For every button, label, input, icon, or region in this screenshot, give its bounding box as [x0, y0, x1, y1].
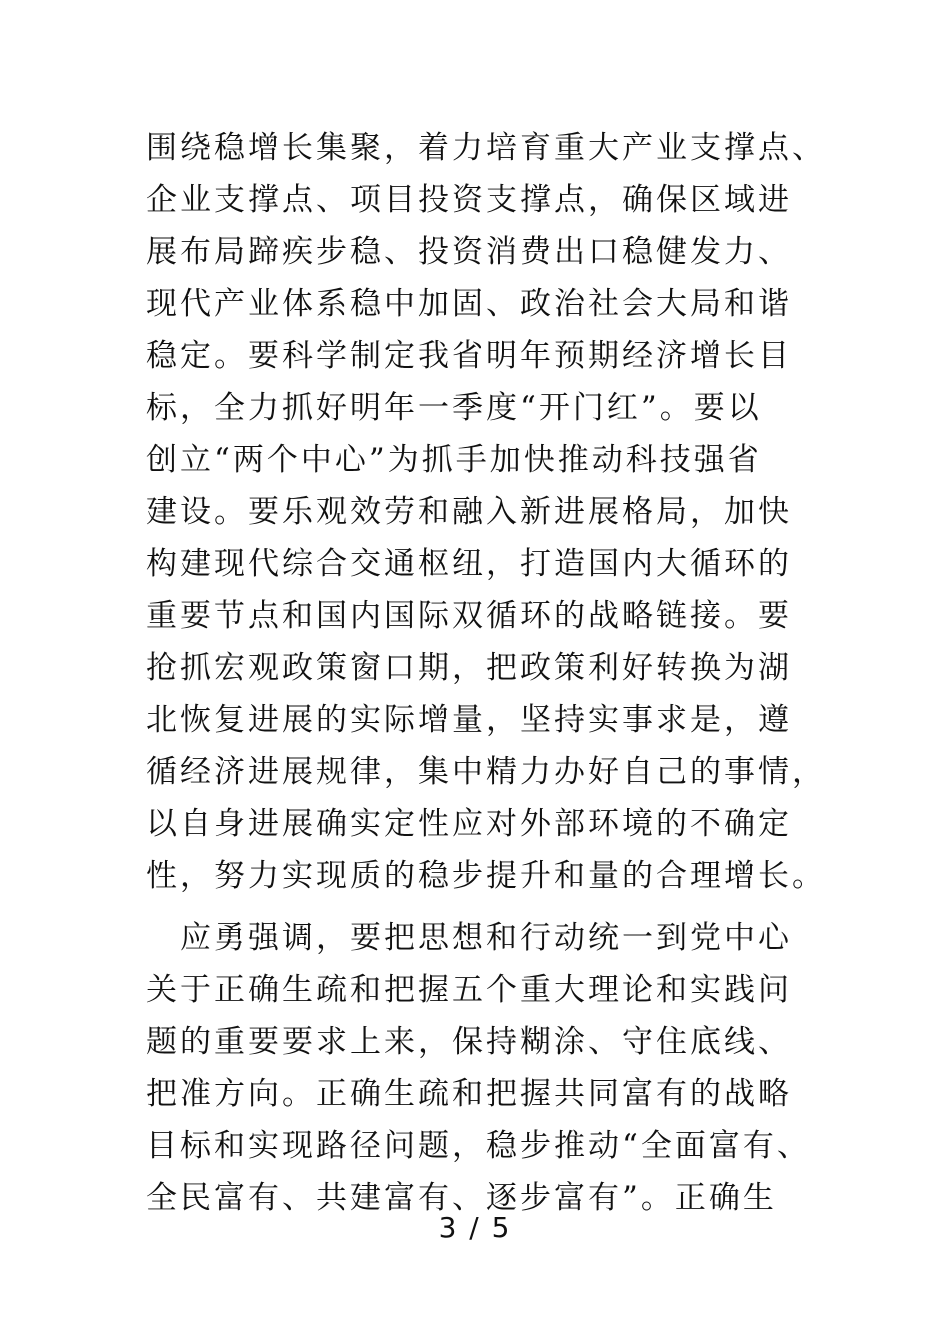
text-line: 企业支撑点、项目投资支撑点，确保区域进: [146, 182, 792, 218]
text-line: 创立“两个中心”为抓手加快推动科技强省: [146, 442, 762, 478]
text-line: 围绕稳增长集聚，着力培育重大产业支撑点、: [146, 130, 826, 166]
page-number: 3 / 5: [438, 1211, 512, 1244]
text-line: 展布局蹄疾步稳、投资消费出口稳健发力、: [146, 234, 792, 270]
text-line: 把准方向。正确生疏和把握共同富有的战略: [146, 1076, 792, 1112]
text-line: 重要节点和国内国际双循环的战略链接。要: [146, 598, 792, 634]
text-line: 循经济进展规律，集中精力办好自己的事情，: [146, 754, 826, 790]
text-line: 建设。要乐观效劳和融入新进展格局，加快: [146, 494, 792, 530]
text-line: 北恢复进展的实际增量，坚持实事求是，遵: [146, 702, 792, 738]
text-line: 关于正确生疏和把握五个重大理论和实践问: [146, 972, 792, 1008]
text-line: 题的重要要求上来，保持糊涂、守住底线、: [146, 1024, 792, 1060]
text-line: 性，努力实现质的稳步提升和量的合理增长。: [146, 858, 826, 894]
text-line: 目标和实现路径问题，稳步推动“全面富有、: [146, 1128, 811, 1164]
paragraph-1: [146, 122, 836, 902]
text-line: 抢抓宏观政策窗口期，把政策利好转换为湖: [146, 650, 792, 686]
text-line: 稳定。要科学制定我省明年预期经济增长目: [146, 338, 792, 374]
text-line: 应勇强调，要把思想和行动统一到党中心: [146, 920, 792, 956]
text-line: 现代产业体系稳中加固、政治社会大局和谐: [146, 286, 792, 322]
text-line: 构建现代综合交通枢纽，打造国内大循环的: [146, 546, 792, 582]
text-line: 标，全力抓好明年一季度“开门红”。要以: [146, 390, 762, 426]
text-line: 全民富有、共建富有、逐步富有”。正确生: [146, 1180, 777, 1216]
paragraph-2: [146, 912, 836, 1224]
text-line: 以自身进展确实定性应对外部环境的不确定: [146, 806, 792, 842]
document-body: [146, 122, 836, 1224]
